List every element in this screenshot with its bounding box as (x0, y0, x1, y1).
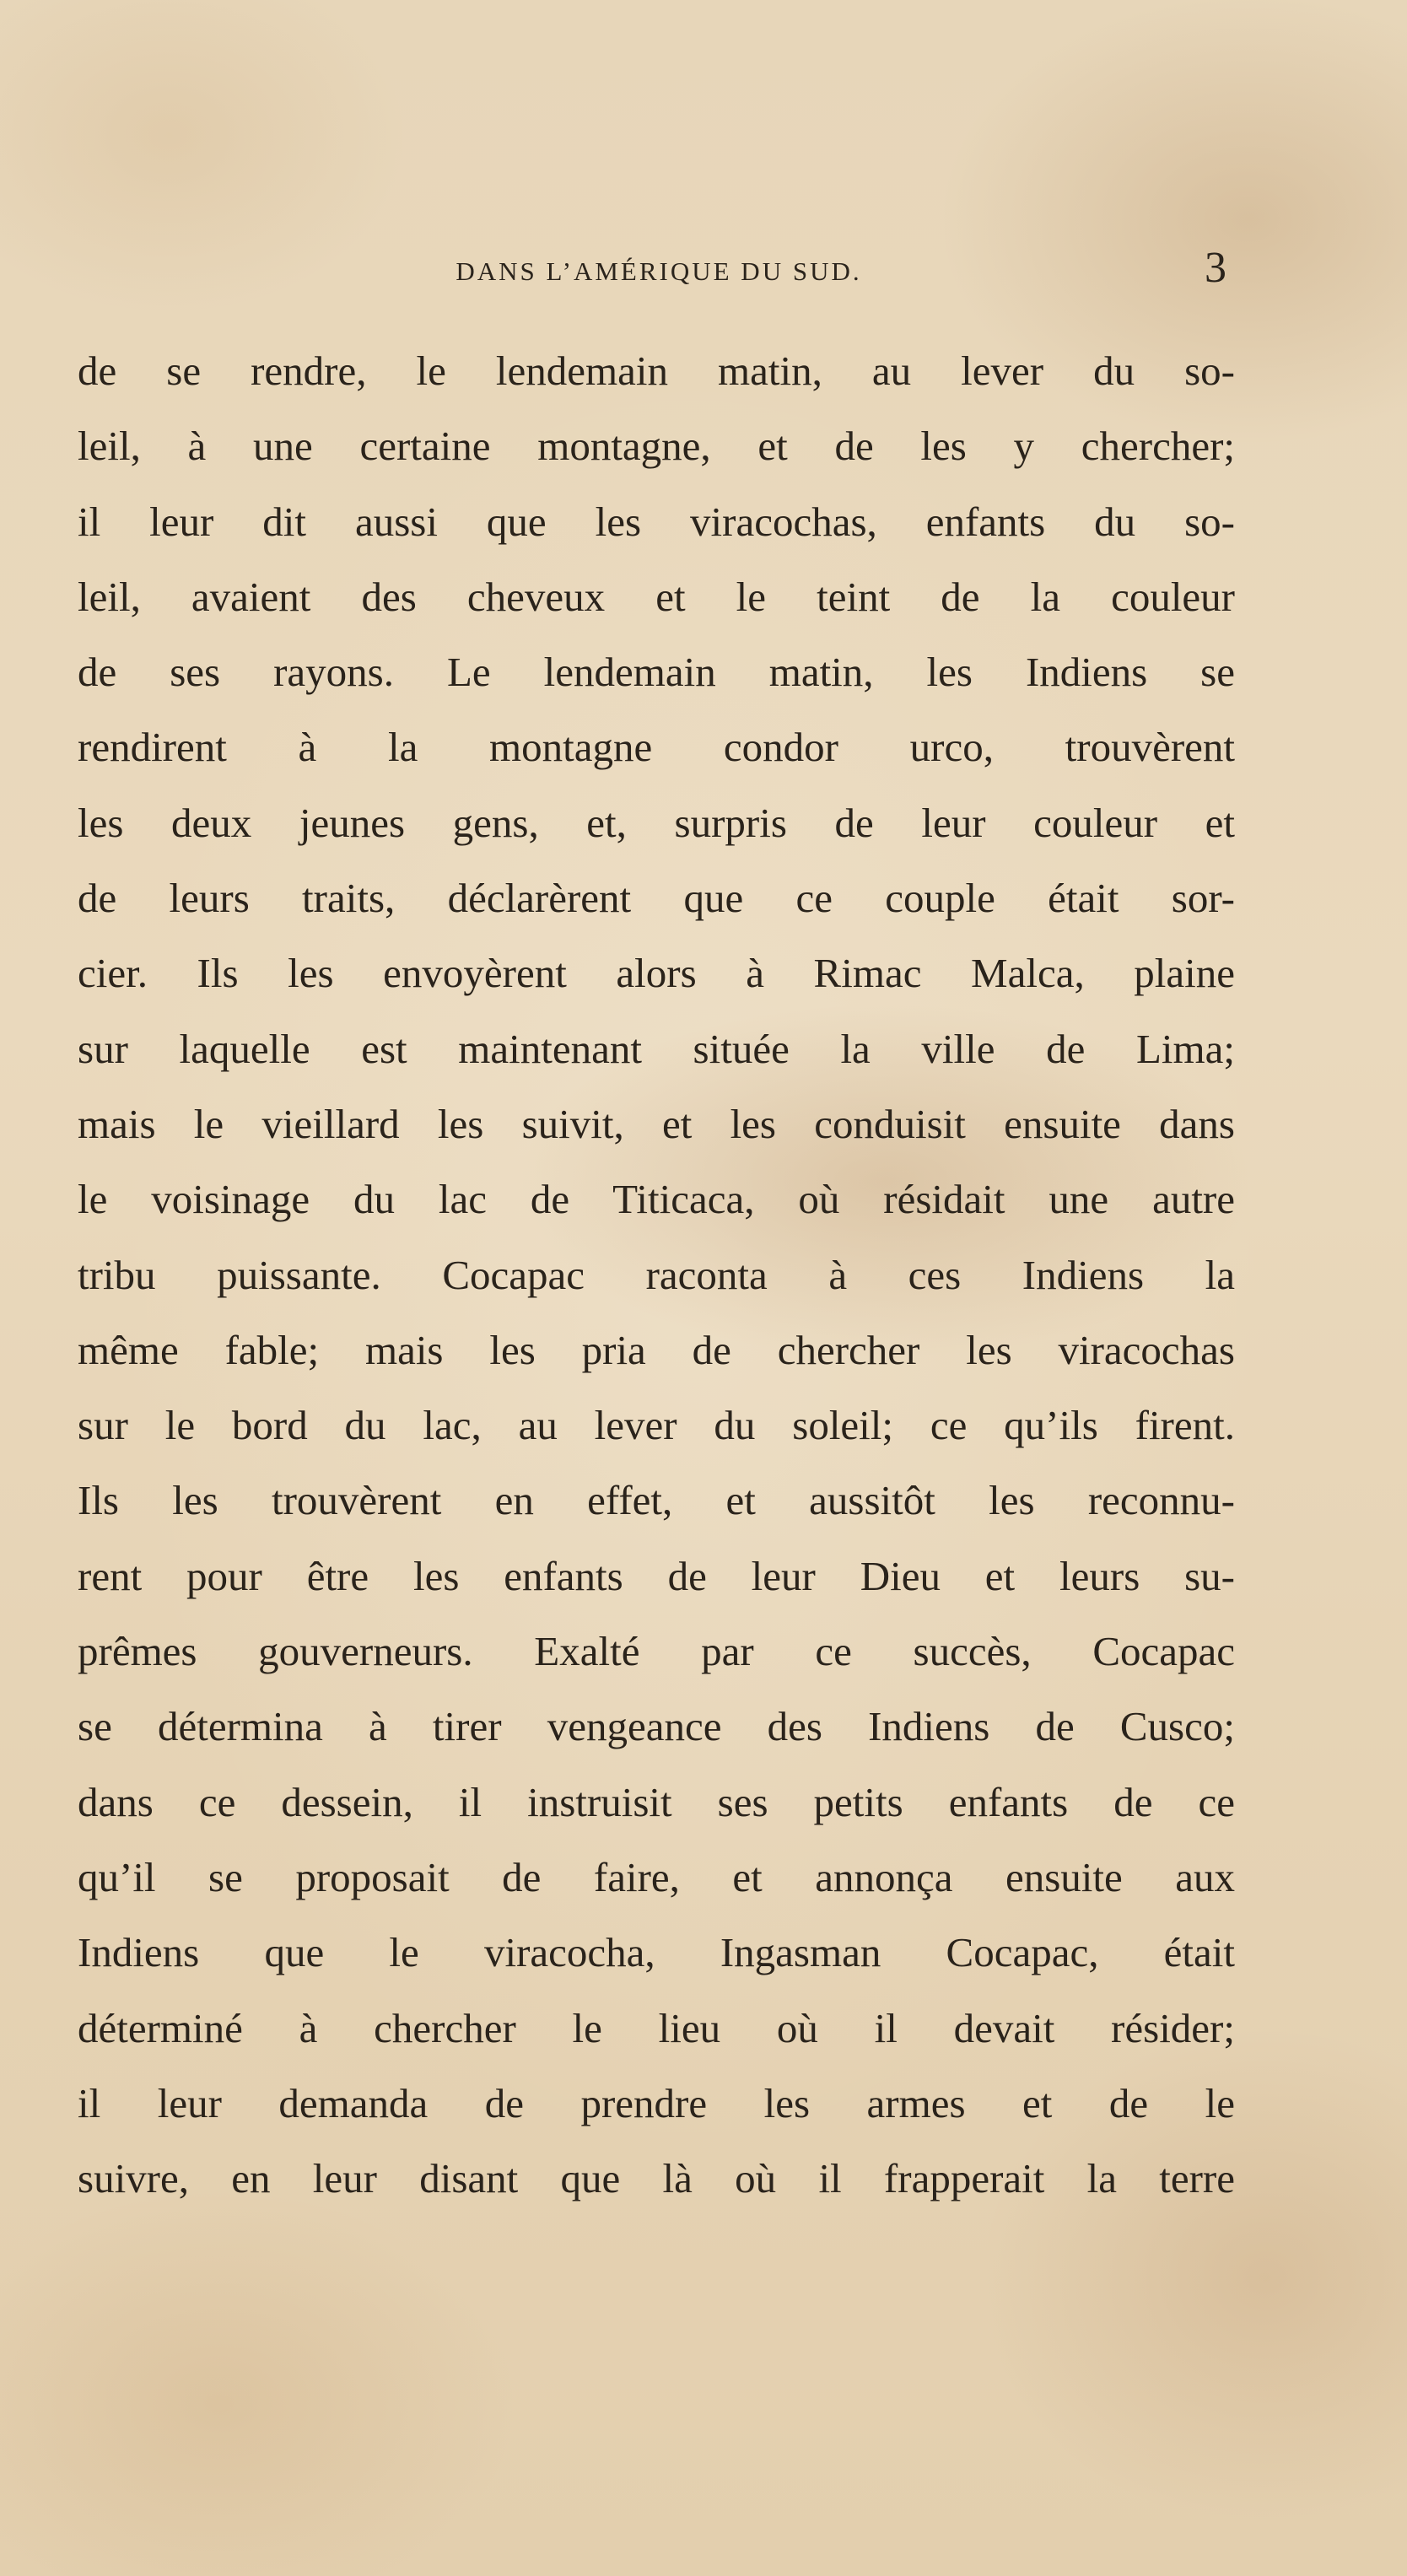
text-line: il leur demanda de prendre les armes et de le (78, 2079, 1235, 2126)
text-line: sur laquelle est maintenant située la ville de Lima; (78, 1025, 1235, 1072)
page-number: 3 (1205, 244, 1226, 292)
text-line: de leurs traits, déclarèrent que ce couple était sor- (78, 875, 1235, 922)
text-line: le voisinage du lac de Titicaca, où résidait une autre (78, 1176, 1235, 1223)
text-line: suivre, en leur disant que là où il frapperait la terre (78, 2155, 1235, 2202)
text-line: rent pour être les enfants de leur Dieu et leurs su- (78, 1552, 1235, 1599)
text-line: même fable; mais les pria de chercher les viracochas (78, 1326, 1235, 1373)
body-text (78, 333, 1235, 2216)
text-line: il leur dit aussi que les viracochas, enfants du so- (78, 498, 1235, 545)
text-line: de ses rayons. Le lendemain matin, les Indiens se (78, 649, 1235, 696)
text-line: sur le bord du lac, au lever du soleil; ce qu’ils firent. (78, 1402, 1235, 1449)
page-header (78, 244, 1240, 309)
text-line: rendirent à la montagne condor urco, trouvèrent (78, 724, 1235, 771)
text-line: Indiens que le viracocha, Ingasman Cocapac, était (78, 1929, 1235, 1976)
text-line: prêmes gouverneurs. Exalté par ce succès, Cocapac (78, 1628, 1235, 1675)
text-line: leil, à une certaine montagne, et de les y chercher; (78, 423, 1235, 470)
text-line: se détermina à tirer vengeance des Indiens de Cusco; (78, 1703, 1235, 1750)
text-line: tribu puissante. Cocapac raconta à ces Indiens la (78, 1251, 1235, 1298)
text-line: leil, avaient des cheveux et le teint de la couleur (78, 573, 1235, 620)
running-head: DANS L’AMÉRIQUE DU SUD. (456, 256, 862, 286)
text-line: mais le vieillard les suivit, et les conduisit ensuite dans (78, 1100, 1235, 1147)
text-line: Ils les trouvèrent en effet, et aussitôt les reconnu- (78, 1477, 1235, 1524)
text-line: dans ce dessein, il instruisit ses petits enfants de ce (78, 1778, 1235, 1825)
text-line: cier. Ils les envoyèrent alors à Rimac Malca, plaine (78, 950, 1235, 997)
text-line: de se rendre, le lendemain matin, au lever du so- (78, 348, 1235, 394)
text-line: les deux jeunes gens, et, surpris de leur couleur et (78, 799, 1235, 846)
text-line: qu’il se proposait de faire, et annonça ensuite aux (78, 1853, 1235, 1900)
text-line: déterminé à chercher le lieu où il devait résider; (78, 2004, 1235, 2051)
